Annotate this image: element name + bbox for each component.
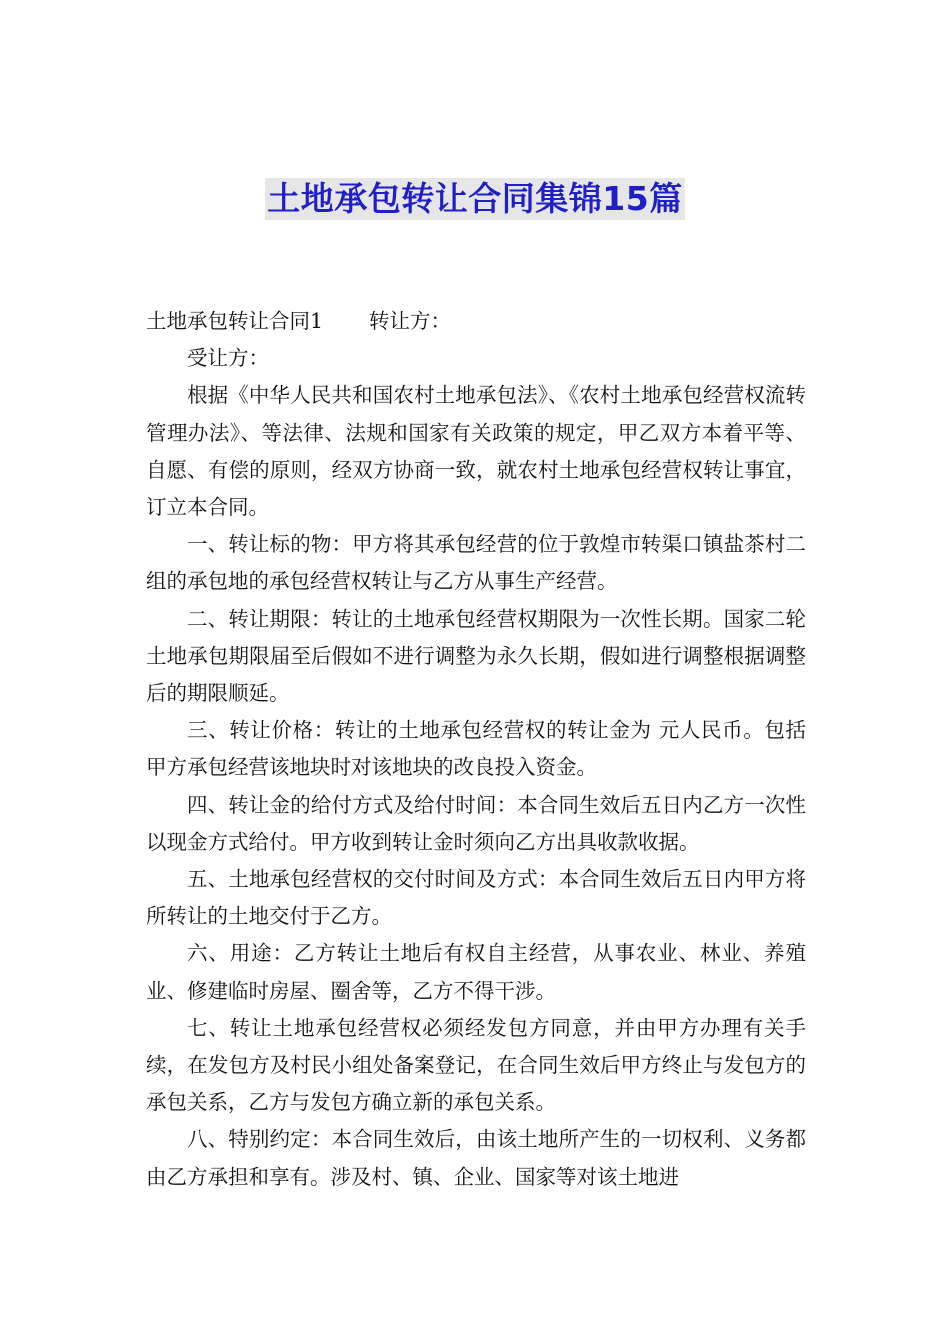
document-body [146,303,806,1196]
paragraph-preamble: 根据《中华人民共和国农村土地承包法》、《农村土地承包经营权流转管理办法》、等法律、法规和国家有关政策的规定，甲乙双方本着平等、自愿、有偿的原则，经双方协商一致，就农村土地承包经营权转让事宜，订立本合同。 [146,383,806,520]
paragraph-clause-7: 七、转让土地承包经营权必须经发包方同意，并由甲方办理有关手续，在发包方及村民小组处备案登记，在合同生效后甲方终止与发包方的承包关系，乙方与发包方确立新的承包关系。 [146,1015,806,1115]
transferor-label: 转让方： [369,309,452,333]
heading-line [146,303,806,340]
paragraph-clause-3: 三、转让价格：转让的土地承包经营权的转让金为 元人民币。包括甲方承包经营该地块时对该地块的改良投入资金。 [146,718,806,780]
paragraph-clause-2: 二、转让期限：转让的土地承包经营权期限为一次性长期。国家二轮土地承包期限届至后假如不进行调整为永久长期，假如进行调整根据调整后的期限顺延。 [146,606,806,706]
title-container [0,178,950,220]
document-title: 土地承包转让合同集锦15篇 [267,179,683,218]
paragraph-clause-5: 五、土地承包经营权的交付时间及方式：本合同生效后五日内甲方将所转让的土地交付于乙方。 [146,867,806,929]
paragraph-clause-4: 四、转让金的给付方式及给付时间：本合同生效后五日内乙方一次性以现金方式给付。甲方收到转让金时须向乙方出具收款收据。 [146,792,806,854]
paragraph-clause-8: 八、特别约定：本合同生效后，由该土地所产生的一切权利、义务都由乙方承担和享有。涉及村、镇、企业、国家等对该土地进 [146,1127,806,1189]
transferee-line: 受让方： [187,346,269,371]
paragraph-clause-1: 一、转让标的物：甲方将其承包经营的位于敦煌市转渠口镇盐茶村二组的承包地的承包经营权转让与乙方从事生产经营。 [146,532,806,594]
contract-heading: 土地承包转让合同1 [146,309,324,333]
paragraph-clause-6: 六、用途：乙方转让土地后有权自主经营，从事农业、林业、养殖业、修建临时房屋、圈舍等，乙方不得干涉。 [146,941,806,1003]
